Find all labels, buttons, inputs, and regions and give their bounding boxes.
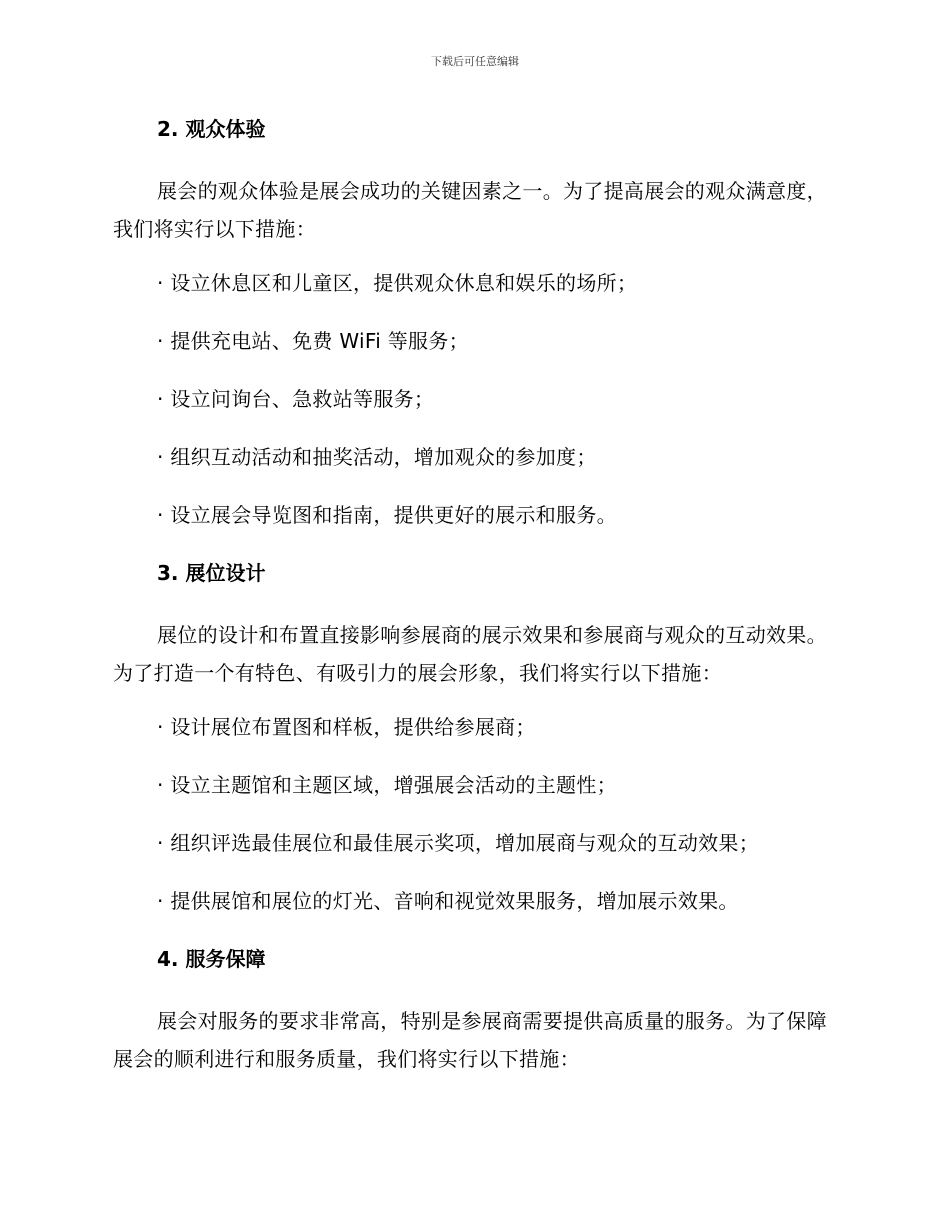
bullet-item: · 提供展馆和展位的灯光、音响和视觉效果服务，增加展示效果。 <box>157 889 739 913</box>
section-paragraph: 展会的观众体验是展会成功的关键因素之一。为了提高展会的观众满意度，我们将实行以下措施： <box>113 179 827 241</box>
page-header: 下载后可任意编辑 <box>431 55 519 68</box>
bullet-item: · 提供充电站、免费 WiFi 等服务； <box>157 329 469 353</box>
section-paragraph: 展会对服务的要求非常高，特别是参展商需要提供高质量的服务。为了保障展会的顺利进行和服务质量，我们将实行以下措施： <box>113 1009 827 1071</box>
bullet-item: · 设计展位布置图和样板，提供给参展商； <box>157 715 536 739</box>
bullet-item: · 设立主题馆和主题区域，增强展会活动的主题性； <box>157 773 617 797</box>
bullet-item: · 设立问询台、急救站等服务； <box>157 387 435 411</box>
section-paragraph: 展位的设计和布置直接影响参展商的展示效果和参展商与观众的互动效果。为了打造一个有特色、有吸引力的展会形象，我们将实行以下措施： <box>113 623 827 685</box>
section-heading: 3. 展位设计 <box>157 561 266 585</box>
bullet-item: · 设立休息区和儿童区，提供观众休息和娱乐的场所； <box>157 271 638 295</box>
section-heading: 4. 服务保障 <box>157 947 266 971</box>
bullet-item: · 组织评选最佳展位和最佳展示奖项，增加展商与观众的互动效果； <box>157 831 760 855</box>
bullet-item: · 组织互动活动和抽奖活动，增加观众的参加度； <box>157 445 597 469</box>
bullet-item: · 设立展会导览图和指南，提供更好的展示和服务。 <box>157 503 617 527</box>
section-heading: 2. 观众体验 <box>157 117 266 141</box>
document-body <box>113 114 838 1098</box>
